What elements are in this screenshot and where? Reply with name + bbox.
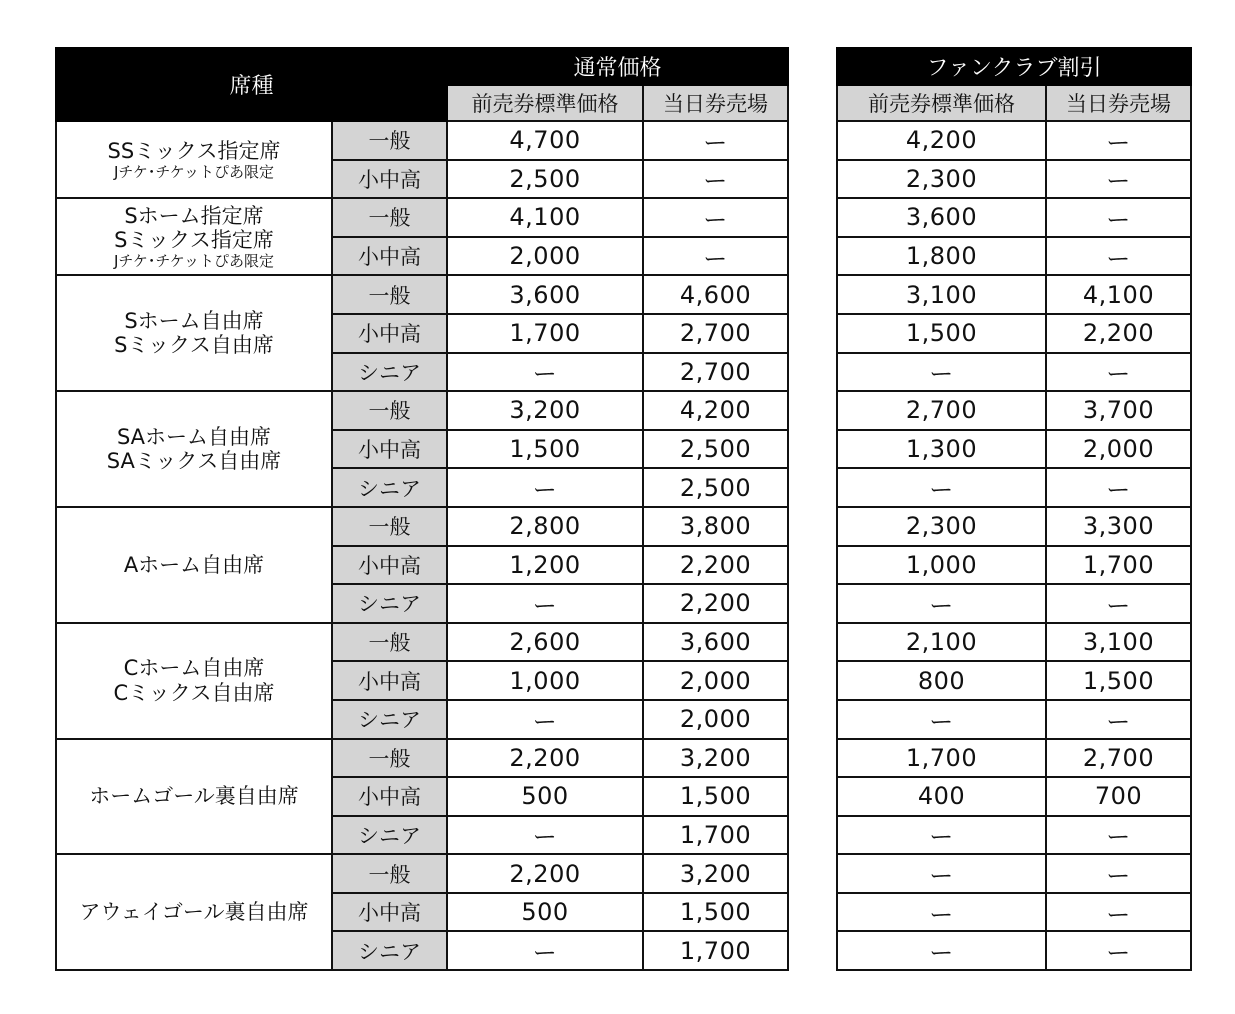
advance-price-cell: 1,700 [447, 314, 643, 353]
advance-price-cell: 1,000 [447, 661, 643, 700]
seat-type-cell [56, 507, 332, 623]
table-row [837, 198, 1191, 237]
advance-price-cell: 500 [447, 893, 643, 932]
table-row [56, 854, 788, 893]
advance-price-cell: 1,500 [447, 430, 643, 469]
seat-type-header: 席種 [56, 48, 447, 121]
seat-name: SSミックス指定席 [107, 138, 281, 163]
table-row [837, 893, 1191, 932]
seat-name: Cホーム自由席 [123, 656, 265, 681]
sameday-price-cell: 3,200 [643, 854, 788, 893]
category-cell: 小中高 [332, 160, 447, 199]
fanclub-advance-price-cell: ー [837, 816, 1046, 855]
advance-price-cell: 500 [447, 777, 643, 816]
category-cell: 一般 [332, 739, 447, 778]
category-cell: 一般 [332, 275, 447, 314]
category-cell: シニア [332, 931, 447, 970]
sameday-price-cell: 2,000 [643, 700, 788, 739]
advance-price-cell: 2,600 [447, 623, 643, 662]
fanclub-advance-price-cell: 3,600 [837, 198, 1046, 237]
advance-price-cell: 2,500 [447, 160, 643, 199]
seat-name: SAホーム自由席 [116, 424, 272, 449]
category-cell: 小中高 [332, 237, 447, 276]
sameday-price-cell: 1,700 [643, 931, 788, 970]
fanclub-advance-price-cell: ー [837, 931, 1046, 970]
fanclub-sameday-price-cell: ー [1046, 237, 1191, 276]
advance-price-cell: 2,200 [447, 739, 643, 778]
fanclub-advance-price-cell: 800 [837, 661, 1046, 700]
fanclub-sameday-price-cell: ー [1046, 121, 1191, 160]
sameday-price-cell: 2,200 [643, 584, 788, 623]
table-row [56, 198, 788, 237]
advance-price-cell: 2,800 [447, 507, 643, 546]
fanclub-advance-price-cell: 4,200 [837, 121, 1046, 160]
category-cell: 小中高 [332, 430, 447, 469]
seat-name: Cミックス自由席 [113, 680, 275, 705]
seat-type-cell [56, 854, 332, 970]
sameday-price-cell: 2,700 [643, 353, 788, 392]
fanclub-advance-price-cell: 1,500 [837, 314, 1046, 353]
advance-price-cell: 4,100 [447, 198, 643, 237]
fanclub-advance-price-cell: 3,100 [837, 275, 1046, 314]
advance-price-cell: 2,000 [447, 237, 643, 276]
fanclub-sameday-price-cell: ー [1046, 160, 1191, 199]
sameday-price-cell: 4,600 [643, 275, 788, 314]
fanclub-sameday-price-cell: 4,100 [1046, 275, 1191, 314]
category-cell: シニア [332, 584, 447, 623]
table-row [837, 816, 1191, 855]
fanclub-advance-price-cell: 400 [837, 777, 1046, 816]
seat-type-cell [56, 121, 332, 198]
table-row [837, 430, 1191, 469]
fanclub-advance-price-cell: 2,300 [837, 160, 1046, 199]
fanclub-header: ファンクラブ割引 [837, 48, 1191, 85]
table-row [837, 314, 1191, 353]
table-row [837, 739, 1191, 778]
seat-name: アウェイゴール裏自由席 [79, 900, 309, 925]
category-cell: 小中高 [332, 546, 447, 585]
seat-name: ホームゴール裏自由席 [89, 784, 299, 809]
seat-type-cell [56, 198, 332, 275]
advance-price-cell: 3,600 [447, 275, 643, 314]
sameday-price-cell: ー [643, 121, 788, 160]
fanclub-sameday-price-cell: 1,700 [1046, 546, 1191, 585]
table-row [837, 160, 1191, 199]
category-cell: シニア [332, 700, 447, 739]
table-row [837, 777, 1191, 816]
fanclub-advance-price-cell: ー [837, 893, 1046, 932]
sameday-price-cell: 2,200 [643, 546, 788, 585]
table-row [837, 584, 1191, 623]
fanclub-advance-price-cell: ー [837, 700, 1046, 739]
fanclub-sameday-price-cell: 2,000 [1046, 430, 1191, 469]
fanclub-sameday-price-cell: 2,200 [1046, 314, 1191, 353]
fanclub-sameday-price-cell: 3,300 [1046, 507, 1191, 546]
table-row [56, 507, 788, 546]
fanclub-advance-header: 前売券標準価格 [837, 85, 1046, 121]
category-cell: 小中高 [332, 661, 447, 700]
sameday-price-header: 当日券売場 [643, 85, 788, 121]
advance-price-cell: ー [447, 584, 643, 623]
fanclub-advance-price-cell: 1,000 [837, 546, 1046, 585]
category-cell: 一般 [332, 391, 447, 430]
seat-name: Aホーム自由席 [123, 552, 265, 577]
fanclub-sameday-price-cell: 700 [1046, 777, 1191, 816]
fanclub-advance-price-cell: ー [837, 468, 1046, 507]
fanclub-sameday-price-cell: ー [1046, 893, 1191, 932]
fanclub-sameday-price-cell: ー [1046, 584, 1191, 623]
fanclub-advance-price-cell: ー [837, 854, 1046, 893]
seat-type-cell [56, 739, 332, 855]
seat-note: Jチケ･チケットぴあ限定 [114, 251, 274, 270]
fanclub-sameday-header: 当日券売場 [1046, 85, 1191, 121]
advance-price-cell: 1,200 [447, 546, 643, 585]
seat-note: Jチケ･チケットぴあ限定 [114, 162, 274, 181]
category-cell: シニア [332, 353, 447, 392]
advance-price-header: 前売券標準価格 [447, 85, 643, 121]
seat-name: Sミックス自由席 [114, 333, 274, 358]
table-row [837, 546, 1191, 585]
sameday-price-cell: ー [643, 198, 788, 237]
table-row [837, 275, 1191, 314]
sameday-price-cell: 3,800 [643, 507, 788, 546]
advance-price-cell: 3,200 [447, 391, 643, 430]
fanclub-advance-price-cell: 1,300 [837, 430, 1046, 469]
advance-price-cell: 2,200 [447, 854, 643, 893]
fanclub-sameday-price-cell: 3,100 [1046, 623, 1191, 662]
fanclub-advance-price-cell: 2,700 [837, 391, 1046, 430]
sameday-price-cell: 2,000 [643, 661, 788, 700]
table-row [56, 623, 788, 662]
category-cell: 一般 [332, 854, 447, 893]
table-row [837, 507, 1191, 546]
sameday-price-cell: 4,200 [643, 391, 788, 430]
fanclub-advance-price-cell: ー [837, 584, 1046, 623]
fanclub-sameday-price-cell: ー [1046, 854, 1191, 893]
table-row [837, 237, 1191, 276]
fanclub-sameday-price-cell: ー [1046, 353, 1191, 392]
fanclub-sameday-price-cell: 1,500 [1046, 661, 1191, 700]
sameday-price-cell: ー [643, 160, 788, 199]
table-row [837, 121, 1191, 160]
seat-name: Sホーム指定席 [124, 203, 264, 228]
fanclub-sameday-price-cell: ー [1046, 931, 1191, 970]
table-row [837, 854, 1191, 893]
category-cell: 一般 [332, 121, 447, 160]
table-row [56, 121, 788, 160]
sameday-price-cell: 1,700 [643, 816, 788, 855]
seat-type-cell [56, 391, 332, 507]
fanclub-advance-price-cell: 2,100 [837, 623, 1046, 662]
table-row [837, 468, 1191, 507]
fanclub-sameday-price-cell: ー [1046, 700, 1191, 739]
table-row [837, 623, 1191, 662]
category-cell: 一般 [332, 198, 447, 237]
category-cell: 小中高 [332, 314, 447, 353]
regular-price-table [55, 47, 789, 971]
fanclub-advance-price-cell: 1,800 [837, 237, 1046, 276]
table-row [837, 931, 1191, 970]
table-row [56, 275, 788, 314]
sameday-price-cell: 2,500 [643, 430, 788, 469]
advance-price-cell: ー [447, 700, 643, 739]
table-row [837, 661, 1191, 700]
table-row [56, 391, 788, 430]
table-row [56, 739, 788, 778]
category-cell: 一般 [332, 623, 447, 662]
fanclub-sameday-price-cell: ー [1046, 468, 1191, 507]
fanclub-sameday-price-cell: 2,700 [1046, 739, 1191, 778]
sameday-price-cell: 3,200 [643, 739, 788, 778]
sameday-price-cell: 2,700 [643, 314, 788, 353]
advance-price-cell: ー [447, 816, 643, 855]
sameday-price-cell: 1,500 [643, 777, 788, 816]
category-cell: 小中高 [332, 777, 447, 816]
table-row [837, 353, 1191, 392]
category-cell: 一般 [332, 507, 447, 546]
fanclub-sameday-price-cell: 3,700 [1046, 391, 1191, 430]
advance-price-cell: ー [447, 468, 643, 507]
sameday-price-cell: 3,600 [643, 623, 788, 662]
category-cell: シニア [332, 468, 447, 507]
regular-price-header: 通常価格 [447, 48, 788, 85]
seat-type-cell [56, 275, 332, 391]
table-row [837, 391, 1191, 430]
sameday-price-cell: ー [643, 237, 788, 276]
advance-price-cell: ー [447, 353, 643, 392]
sameday-price-cell: 2,500 [643, 468, 788, 507]
fanclub-sameday-price-cell: ー [1046, 198, 1191, 237]
advance-price-cell: 4,700 [447, 121, 643, 160]
seat-name: Sミックス指定席 [114, 227, 274, 252]
seat-type-cell [56, 623, 332, 739]
category-cell: シニア [332, 816, 447, 855]
seat-name: Sホーム自由席 [124, 309, 264, 334]
fanclub-advance-price-cell: 2,300 [837, 507, 1046, 546]
fanclub-advance-price-cell: ー [837, 353, 1046, 392]
fanclub-price-table [836, 47, 1192, 971]
advance-price-cell: ー [447, 931, 643, 970]
category-cell: 小中高 [332, 893, 447, 932]
sameday-price-cell: 1,500 [643, 893, 788, 932]
fanclub-advance-price-cell: 1,700 [837, 739, 1046, 778]
table-row [837, 700, 1191, 739]
fanclub-sameday-price-cell: ー [1046, 816, 1191, 855]
seat-name: SAミックス自由席 [106, 449, 282, 474]
